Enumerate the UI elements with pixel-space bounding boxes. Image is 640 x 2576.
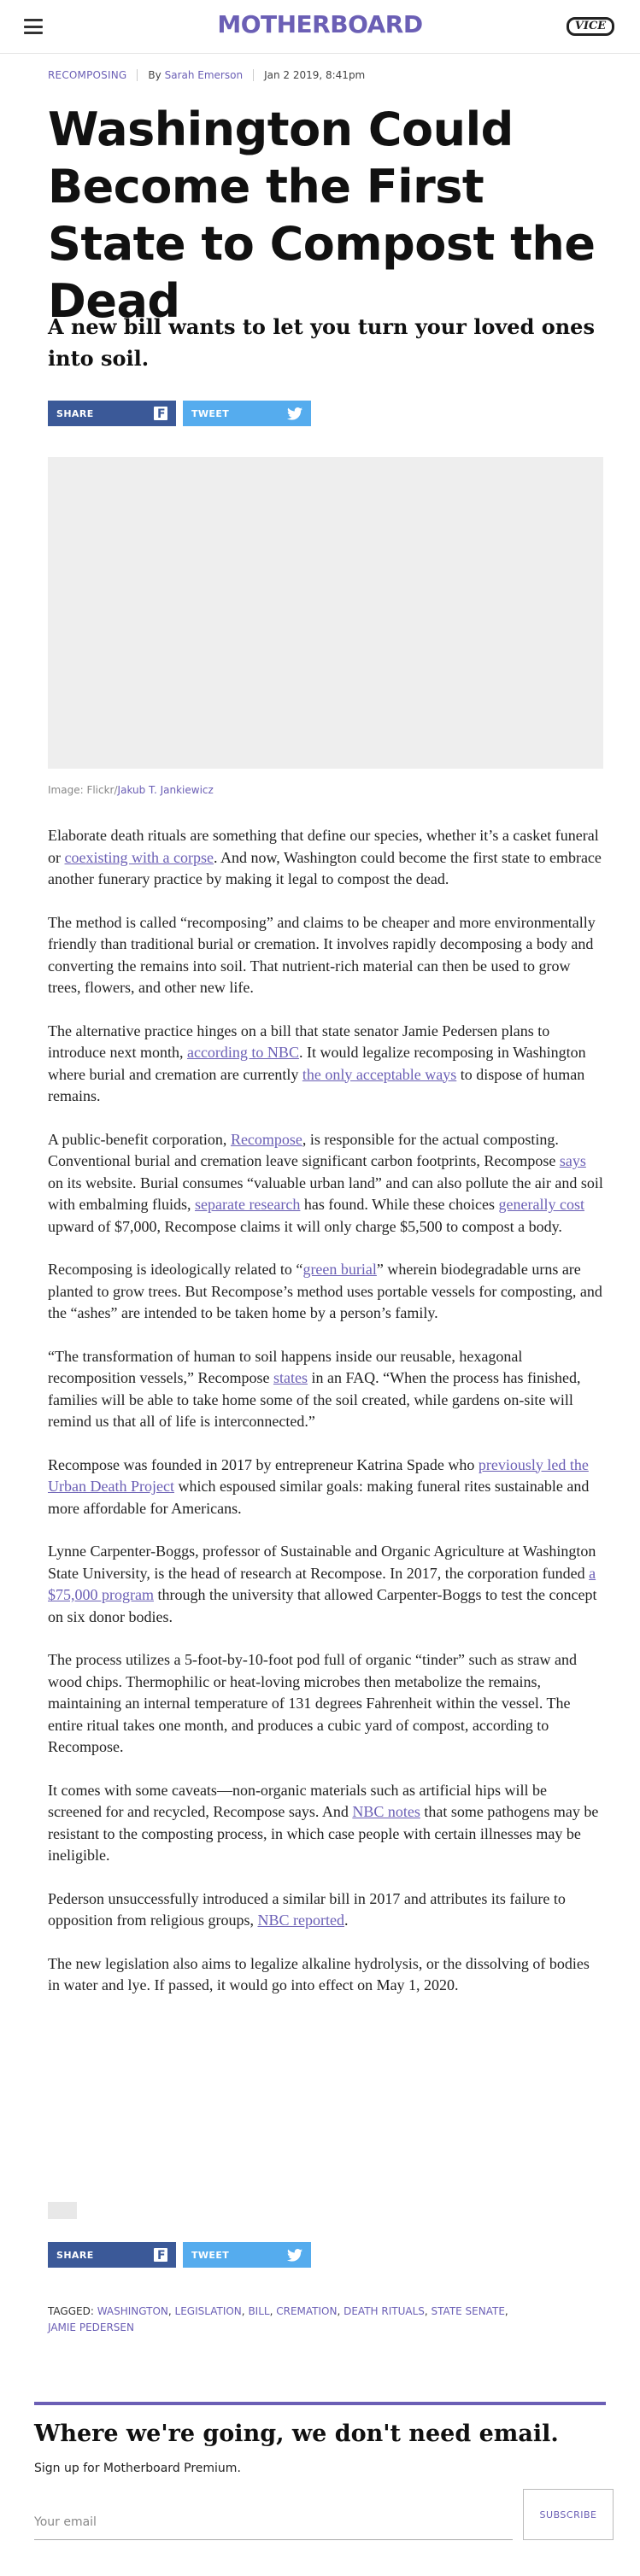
only-acceptable-ways-link[interactable]: the only acceptable ways	[302, 1065, 457, 1083]
paragraph-text: through the university that allowed Carpenter-Boggs to test the concept on six donor bodies.	[48, 1586, 597, 1625]
article-end-mark	[48, 2202, 77, 2219]
paragraph-text: A public-benefit corporation,	[48, 1130, 231, 1148]
paragraph-text: on its website. Burial consumes “valuable urban land” and can also pollute the air and soil with embalming fluids,	[48, 1174, 603, 1213]
author-link[interactable]: Sarah Emerson	[164, 69, 244, 81]
tag-link[interactable]: STATE SENATE	[431, 2305, 505, 2317]
paragraph-text: .	[343, 1912, 349, 1929]
facebook-share-button[interactable]	[48, 401, 176, 426]
facebook-share-button[interactable]	[48, 2242, 176, 2268]
article-meta	[48, 69, 365, 81]
subscribe-button[interactable]: SUBSCRIBE	[523, 2489, 614, 2540]
paragraph-text: that some pathogens may be resistant to the composting process, in which case people with certain illnesses may be ineligible.	[48, 1803, 599, 1864]
nbc-notes-link[interactable]: NBC notes	[352, 1803, 420, 1820]
paragraph-text: The method is called “recomposing” and claims to be cheaper and more environmentally friendly than traditional burial or cremation. It involves rapidly decomposing a body and converting the remains into soil. That nutrient-rich material can then be used to grow trees, flowers, and other new life.	[48, 913, 596, 996]
top-nav-bar	[0, 0, 640, 53]
paragraph-11	[48, 1888, 603, 1932]
paragraph-2	[48, 912, 603, 999]
coexisting-with-corpse-link[interactable]: coexisting with a corpse	[64, 848, 214, 866]
paragraph-7	[48, 1455, 603, 1520]
states-link[interactable]: states	[273, 1369, 308, 1386]
email-input[interactable]	[34, 2504, 513, 2540]
promo-title: Where we're going, we don't need email.	[34, 2421, 559, 2447]
share-bar-bottom	[48, 2242, 311, 2268]
paragraph-text: Pederson unsuccessfully introduced a similar bill in 2017 and attributes its failure to opposition from religious groups,	[48, 1889, 566, 1929]
paragraph-text: in an FAQ. “When the process has finished, families will be able to take home some of the soil created, while gardens on-site will remind us that all of life is interconnected.”	[48, 1369, 581, 1430]
paragraph-text: Elaborate death rituals are something that define our species, whether it’s a casket funeral or	[48, 827, 599, 866]
paragraph-5	[48, 1259, 603, 1325]
twitter-icon	[287, 407, 302, 420]
paragraph-text: The new legislation also aims to legalize alkaline hydrolysis, or the dissolving of bodies in water and lye. If passed, it would go into effect on May 1, 2020.	[48, 1954, 590, 1993]
nbc-reported-link[interactable]: NBC reported	[257, 1912, 344, 1929]
category-link[interactable]: RECOMPOSING	[48, 69, 127, 81]
paragraph-text: Recompose was founded in 2017 by entrepreneur Katrina Spade who	[48, 1455, 479, 1473]
paragraph-4	[48, 1129, 603, 1238]
tagged-label: TAGGED:	[48, 2305, 94, 2317]
tag-link[interactable]: WASHINGTON	[97, 2305, 168, 2317]
tweet-label: TWEET	[191, 407, 230, 419]
paragraph-text: “The transformation of human to soil happens inside our reusable, hexagonal recomposition vessels,” Recompose	[48, 1347, 523, 1386]
twitter-icon	[287, 2249, 302, 2262]
tag-link[interactable]: BILL	[248, 2305, 270, 2317]
facebook-icon: F	[154, 407, 167, 420]
separate-research-link[interactable]: separate research	[194, 1196, 301, 1213]
paragraph-text: Recomposing is ideologically related to “	[48, 1261, 303, 1278]
paragraph-9	[48, 1649, 603, 1759]
paragraph-text: Lynne Carpenter-Boggs, professor of Sustainable and Organic Agriculture at Washington State University, is the head of research at Recompose. In 2017, the corporation funded	[48, 1543, 596, 1582]
motherboard-logo[interactable]: MOTHERBOARD	[217, 10, 423, 38]
paragraph-10	[48, 1780, 603, 1867]
paragraph-1	[48, 825, 603, 891]
paragraph-8	[48, 1541, 603, 1628]
article-body	[48, 825, 603, 2018]
article-dek: A new bill wants to let you turn your loved ones into soil.	[48, 314, 595, 371]
meta-divider	[253, 69, 254, 81]
green-burial-link[interactable]: green burial	[302, 1261, 377, 1278]
paragraph-text: It comes with some caveats—non-organic materials such as artificial hips will be screened for and recycled, Recompose says. And	[48, 1781, 547, 1820]
urban-death-project-link[interactable]: previously led the Urban Death Project	[48, 1455, 589, 1495]
byline-prefix: By	[148, 69, 161, 81]
paragraph-text: which espoused similar goals: making funeral rites sustainable and more affordable for Americans.	[48, 1478, 590, 1517]
paragraph-3	[48, 1021, 603, 1108]
promo-divider	[34, 2402, 606, 2405]
says-link[interactable]: says	[559, 1152, 586, 1169]
article-title: Washington Could Become the First State to Compost the Dead	[48, 102, 596, 328]
generally-cost-link[interactable]: generally cost	[498, 1196, 584, 1213]
hero-image	[48, 457, 603, 769]
according-to-nbc-link[interactable]: according to NBC	[186, 1044, 299, 1061]
image-credit-link[interactable]: Jakub T. Jankiewicz	[117, 784, 214, 796]
twitter-share-button[interactable]	[183, 2242, 311, 2268]
share-label: SHARE	[56, 2249, 94, 2261]
paragraph-text: ” wherein biodegradable urns are planted to grow trees. But Recompose’s method uses portable vessels for composting, and the “ashes” are intended to be taken home by a person’s family.	[48, 1261, 602, 1321]
promo-subtitle: Sign up for Motherboard Premium.	[34, 2462, 241, 2475]
vice-logo[interactable]: VICE	[567, 17, 614, 36]
paragraph-text: The alternative practice hinges on a bill that state senator Jamie Pedersen plans to introduce next month,	[48, 1022, 550, 1061]
tag-list: TAGGED: WASHINGTON, LEGISLATION, BILL, CREMATION, DEATH RITUALS, STATE SENATE, JAMIE PEDERSEN	[48, 2305, 508, 2333]
share-label: SHARE	[56, 407, 94, 419]
recompose-link[interactable]: Recompose	[230, 1130, 302, 1148]
tag-link[interactable]: CREMATION	[276, 2305, 338, 2317]
paragraph-text: upward of $7,000, Recompose claims it will only charge $5,500 to compost a body.	[48, 1217, 562, 1235]
image-credit-prefix: Image: Flickr/	[48, 784, 118, 796]
paragraph-text: to dispose of human remains.	[48, 1065, 585, 1104]
publish-date: Jan 2 2019, 8:41pm	[264, 69, 366, 81]
paragraph-text: has found. While these choices	[300, 1196, 499, 1213]
tag-link[interactable]: JAMIE PEDERSEN	[48, 2321, 134, 2333]
paragraph-text: , is responsible for the actual composting. Conventional burial and cremation leave significant carbon footprints, Recompose	[48, 1130, 560, 1169]
tag-link[interactable]: DEATH RITUALS	[343, 2305, 425, 2317]
tweet-label: TWEET	[191, 2249, 230, 2261]
tag-link[interactable]: LEGISLATION	[174, 2305, 242, 2317]
paragraph-6	[48, 1346, 603, 1433]
facebook-icon: F	[154, 2248, 167, 2262]
program-funding-link[interactable]: a $75,000 program	[48, 1564, 596, 1603]
paragraph-text: . It would legalize recomposing in Washington where burial and cremation are currently	[48, 1044, 586, 1083]
paragraph-12	[48, 1953, 603, 1997]
paragraph-text: . And now, Washington could become the first state to embrace another funerary practice by making it legal to compost the dead.	[48, 848, 602, 887]
share-bar-top	[48, 401, 311, 426]
meta-divider	[137, 69, 138, 81]
paragraph-text: The process utilizes a 5-foot-by-10-foot pod full of organic “tinder” such as straw and wood chips. Thermophilic or heat-loving microbes then metabolize the remains, maintaining an internal temperature of 131 degrees Fahrenheit within the vessel. The entire ritual takes one month, and produces a cubic yard of compost, according to Recompose.	[48, 1651, 577, 1755]
twitter-share-button[interactable]	[183, 401, 311, 426]
image-credit	[48, 784, 214, 796]
